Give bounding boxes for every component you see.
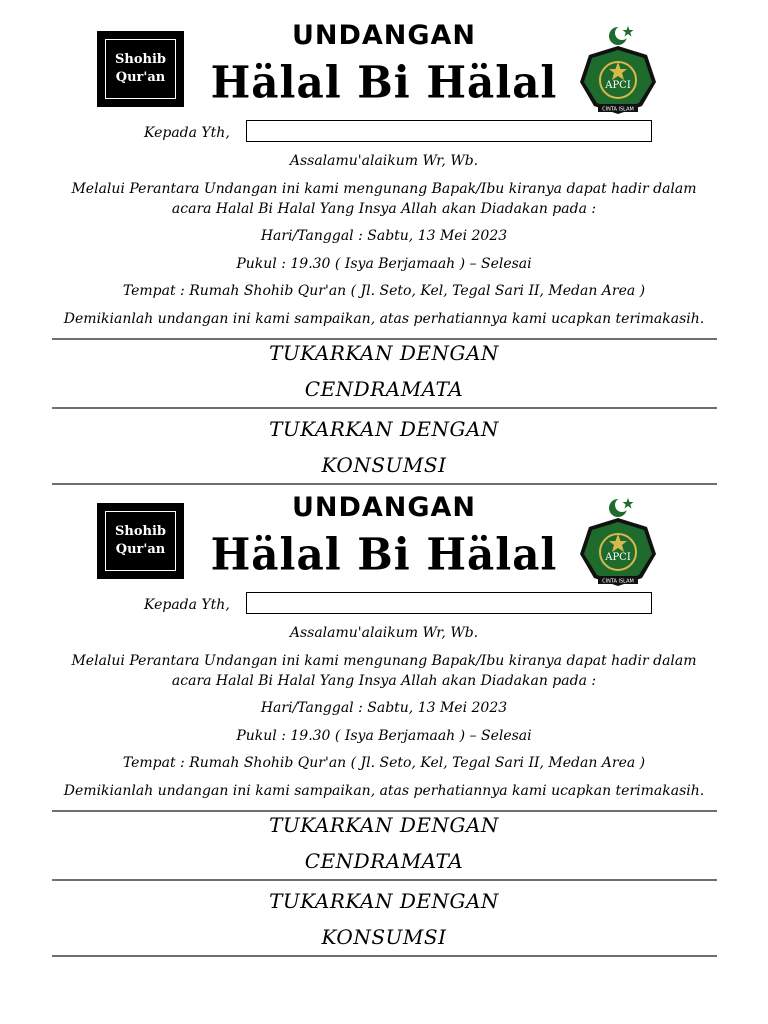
apci-emblem-icon (572, 494, 664, 590)
recipient-name-field[interactable] (246, 592, 652, 614)
closing-line: Demikianlah undangan ini kami sampaikan, atas perhatiannya kami ucapkan terimakasih. (63, 783, 705, 799)
coupon-food-line-2: KONSUMSI (321, 453, 447, 477)
event-title: Hälal Bi Hälal (210, 528, 558, 581)
coupon-food-line-2: KONSUMSI (321, 925, 447, 949)
time-line: Pukul : 19.30 ( Isya Berjamaah ) – Selesai (236, 256, 532, 272)
place-line: Tempat : Rumah Shohib Qur'an ( Jl. Seto, Kel, Tegal Sari II, Medan Area ) (122, 283, 646, 299)
coupon-souvenir-line-2: CENDRAMATA (304, 377, 464, 401)
date-line: Hari/Tanggal : Sabtu, 13 Mei 2023 (260, 700, 508, 716)
coupon-food-line-1: TUKARKAN DENGAN (269, 417, 499, 441)
coupon-souvenir-line-1: TUKARKAN DENGAN (269, 341, 499, 365)
invitation-card-1 (0, 12, 768, 484)
divider (52, 810, 717, 812)
date-line: Hari/Tanggal : Sabtu, 13 Mei 2023 (260, 228, 508, 244)
divider (52, 338, 717, 340)
place-line: Tempat : Rumah Shohib Qur'an ( Jl. Seto, Kel, Tegal Sari II, Medan Area ) (122, 755, 646, 771)
closing-line: Demikianlah undangan ini kami sampaikan, atas perhatiannya kami ucapkan terimakasih. (63, 311, 705, 327)
greeting: Assalamu'alaikum Wr, Wb. (289, 625, 479, 641)
logo-line-2: Qur'an (115, 542, 166, 557)
time-line: Pukul : 19.30 ( Isya Berjamaah ) – Selesai (236, 728, 532, 744)
invitation-heading: UNDANGAN (291, 492, 477, 523)
emblem-text: APCI (605, 552, 631, 563)
coupon-food-line-1: TUKARKAN DENGAN (269, 889, 499, 913)
invitation-card-2 (0, 484, 768, 956)
divider (52, 879, 717, 881)
intro-line-1: Melalui Perantara Undangan ini kami mengunang Bapak/Ibu kiranya dapat hadir dalam (71, 181, 697, 197)
emblem-ribbon-text: CINTA ISLAM (602, 106, 634, 113)
logo-line-1: Shohib (115, 524, 166, 539)
intro-line-2: acara Halal Bi Halal Yang Insya Allah akan Diadakan pada : (171, 201, 597, 217)
divider (52, 955, 717, 957)
intro-line-1: Melalui Perantara Undangan ini kami mengunang Bapak/Ibu kiranya dapat hadir dalam (71, 653, 697, 669)
recipient-label: Kepada Yth, (144, 597, 230, 613)
intro-line-2: acara Halal Bi Halal Yang Insya Allah akan Diadakan pada : (171, 673, 597, 689)
logo-line-2: Qur'an (115, 70, 166, 85)
recipient-name-field[interactable] (246, 120, 652, 142)
coupon-souvenir-line-1: TUKARKAN DENGAN (269, 813, 499, 837)
emblem-text: APCI (605, 80, 631, 91)
greeting: Assalamu'alaikum Wr, Wb. (289, 153, 479, 169)
recipient-label: Kepada Yth, (144, 125, 230, 141)
coupon-souvenir-line-2: CENDRAMATA (304, 849, 464, 873)
emblem-ribbon-text: CINTA ISLAM (602, 578, 634, 585)
apci-emblem-icon (572, 22, 664, 118)
event-title: Hälal Bi Hälal (210, 56, 558, 109)
divider (52, 407, 717, 409)
logo-line-1: Shohib (115, 52, 166, 67)
invitation-heading: UNDANGAN (291, 20, 477, 51)
